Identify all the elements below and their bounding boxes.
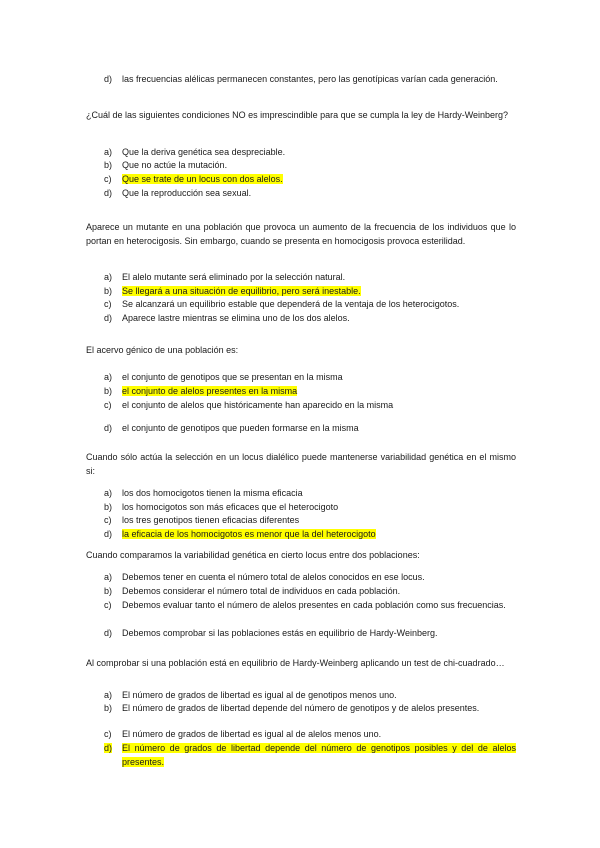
question-2: Aparece un mutante en una población que provoca un aumento de la frecuencia de los individuos que lo portan en heterocigosis. Sin embargo, cuando se presenta en homocigosis provoca esterilidad. — [86, 222, 516, 246]
option-text: las frecuencias alélicas permanecen constantes, pero las genotípicas varían cada generación. — [122, 74, 498, 84]
option-text: el conjunto de alelos que históricamente han aparecido en la misma — [122, 400, 394, 410]
option-q3-a — [104, 370, 516, 384]
question-6: Al comprobar si una población está en equilibrio de Hardy-Weinberg aplicando un test de chi-cuadrado… — [86, 658, 505, 668]
option-q3-b — [104, 384, 516, 398]
option-letter: b) — [104, 160, 113, 170]
option-text: los homocigotos son más eficaces que el heterocigoto — [122, 502, 339, 512]
option-text: El alelo mutante será eliminado por la selección natural. — [122, 272, 346, 282]
option-q4-b — [104, 500, 516, 514]
option-text: Debemos tener en cuenta el número total de alelos conocidos en ese locus. — [122, 572, 425, 582]
option-text: El número de grados de libertad depende del número de genotipos y de alelos presentes. — [122, 703, 480, 713]
option-text: El número de grados de libertad es igual al de genotipos menos uno. — [122, 690, 397, 700]
option-letter: b) — [104, 386, 113, 396]
option-letter: b) — [104, 586, 113, 596]
option-letter: d) — [104, 313, 113, 323]
option-text: Que la deriva genética sea despreciable. — [122, 147, 286, 157]
option-letter: d) — [104, 529, 113, 539]
option-text: los tres genotipos tienen eficacias diferentes — [122, 515, 300, 525]
option-q1-b — [104, 158, 516, 172]
option-q6-d — [104, 741, 516, 769]
highlighted-answer: Que se trate de un locus con dos alelos. — [122, 174, 283, 184]
option-letter: a) — [104, 372, 113, 382]
option-q1-a — [104, 145, 516, 159]
option-q6-a — [104, 688, 516, 702]
option-text: El número de grados de libertad es igual al de alelos menos uno. — [122, 729, 382, 739]
option-letter: a) — [104, 690, 113, 700]
option-q5-c — [104, 598, 516, 612]
option-letter: b) — [104, 286, 113, 296]
option-letter: b) — [104, 502, 113, 512]
option-letter: c) — [104, 174, 112, 184]
option-letter: d) — [104, 743, 113, 753]
option-q2-d — [104, 311, 516, 325]
option-text: Debemos considerar el número total de individuos en cada población. — [122, 586, 401, 596]
highlighted-answer: Se llegará a una situación de equilibrio, pero será inestable. — [122, 286, 361, 296]
highlighted-answer: el conjunto de alelos presentes en la misma — [122, 386, 298, 396]
question-4: Cuando sólo actúa la selección en un locus dialélico puede mantenerse variabilidad genética en el mismo si: — [86, 452, 516, 476]
option-text: Que la reproducción sea sexual. — [122, 188, 252, 198]
option-q0-d — [104, 72, 516, 86]
option-q4-a — [104, 486, 516, 500]
option-text: los dos homocigotos tienen la misma eficacia — [122, 488, 303, 498]
option-q1-d — [104, 186, 516, 200]
question-5: Cuando comparamos la variabilidad genética en cierto locus entre dos poblaciones: — [86, 550, 420, 560]
question-1: ¿Cuál de las siguientes condiciones NO es imprescindible para que se cumpla la ley de Hardy-Weinberg? — [86, 110, 509, 120]
option-text: Aparece lastre mientras se elimina uno de los dos alelos. — [122, 313, 350, 323]
option-q5-d — [104, 626, 516, 640]
option-letter: a) — [104, 488, 113, 498]
option-q2-a — [104, 270, 516, 284]
option-q5-b — [104, 584, 516, 598]
option-q6-b — [104, 701, 516, 715]
option-letter: d) — [104, 74, 113, 84]
highlighted-answer: El número de grados de libertad depende del número de genotipos posibles y del de alelos presentes. — [122, 743, 516, 767]
option-letter: a) — [104, 572, 113, 582]
option-q5-a — [104, 570, 516, 584]
option-text: el conjunto de genotipos que pueden formarse en la misma — [122, 423, 359, 433]
option-letter: d) — [104, 628, 113, 638]
option-text: Debemos comprobar si las poblaciones estás en equilibrio de Hardy-Weinberg. — [122, 628, 438, 638]
option-q6-c — [104, 727, 516, 741]
highlighted-answer: la eficacia de los homocigotos es menor que la del heterocigoto — [122, 529, 376, 539]
option-text: el conjunto de genotipos que se presentan en la misma — [122, 372, 343, 382]
option-letter: c) — [104, 515, 112, 525]
option-text: Debemos evaluar tanto el número de alelos presentes en cada población como sus frecuencias. — [122, 600, 506, 610]
option-q4-c — [104, 513, 516, 527]
option-q2-b — [104, 284, 516, 298]
option-q4-d — [104, 527, 516, 541]
option-q3-c — [104, 398, 516, 412]
option-letter: c) — [104, 729, 112, 739]
option-q2-c — [104, 297, 516, 311]
option-q3-d — [104, 421, 516, 435]
option-letter: c) — [104, 299, 112, 309]
option-letter: d) — [104, 423, 113, 433]
option-letter: b) — [104, 703, 113, 713]
question-3: El acervo génico de una población es: — [86, 345, 239, 355]
option-letter: c) — [104, 600, 112, 610]
option-q1-c — [104, 172, 516, 186]
option-letter: a) — [104, 272, 113, 282]
option-text: Se alcanzará un equilibrio estable que dependerá de la ventaja de los heterocigotos. — [122, 299, 460, 309]
option-letter: d) — [104, 188, 113, 198]
option-letter: c) — [104, 400, 112, 410]
option-text: Que no actúe la mutación. — [122, 160, 228, 170]
option-letter: a) — [104, 147, 113, 157]
